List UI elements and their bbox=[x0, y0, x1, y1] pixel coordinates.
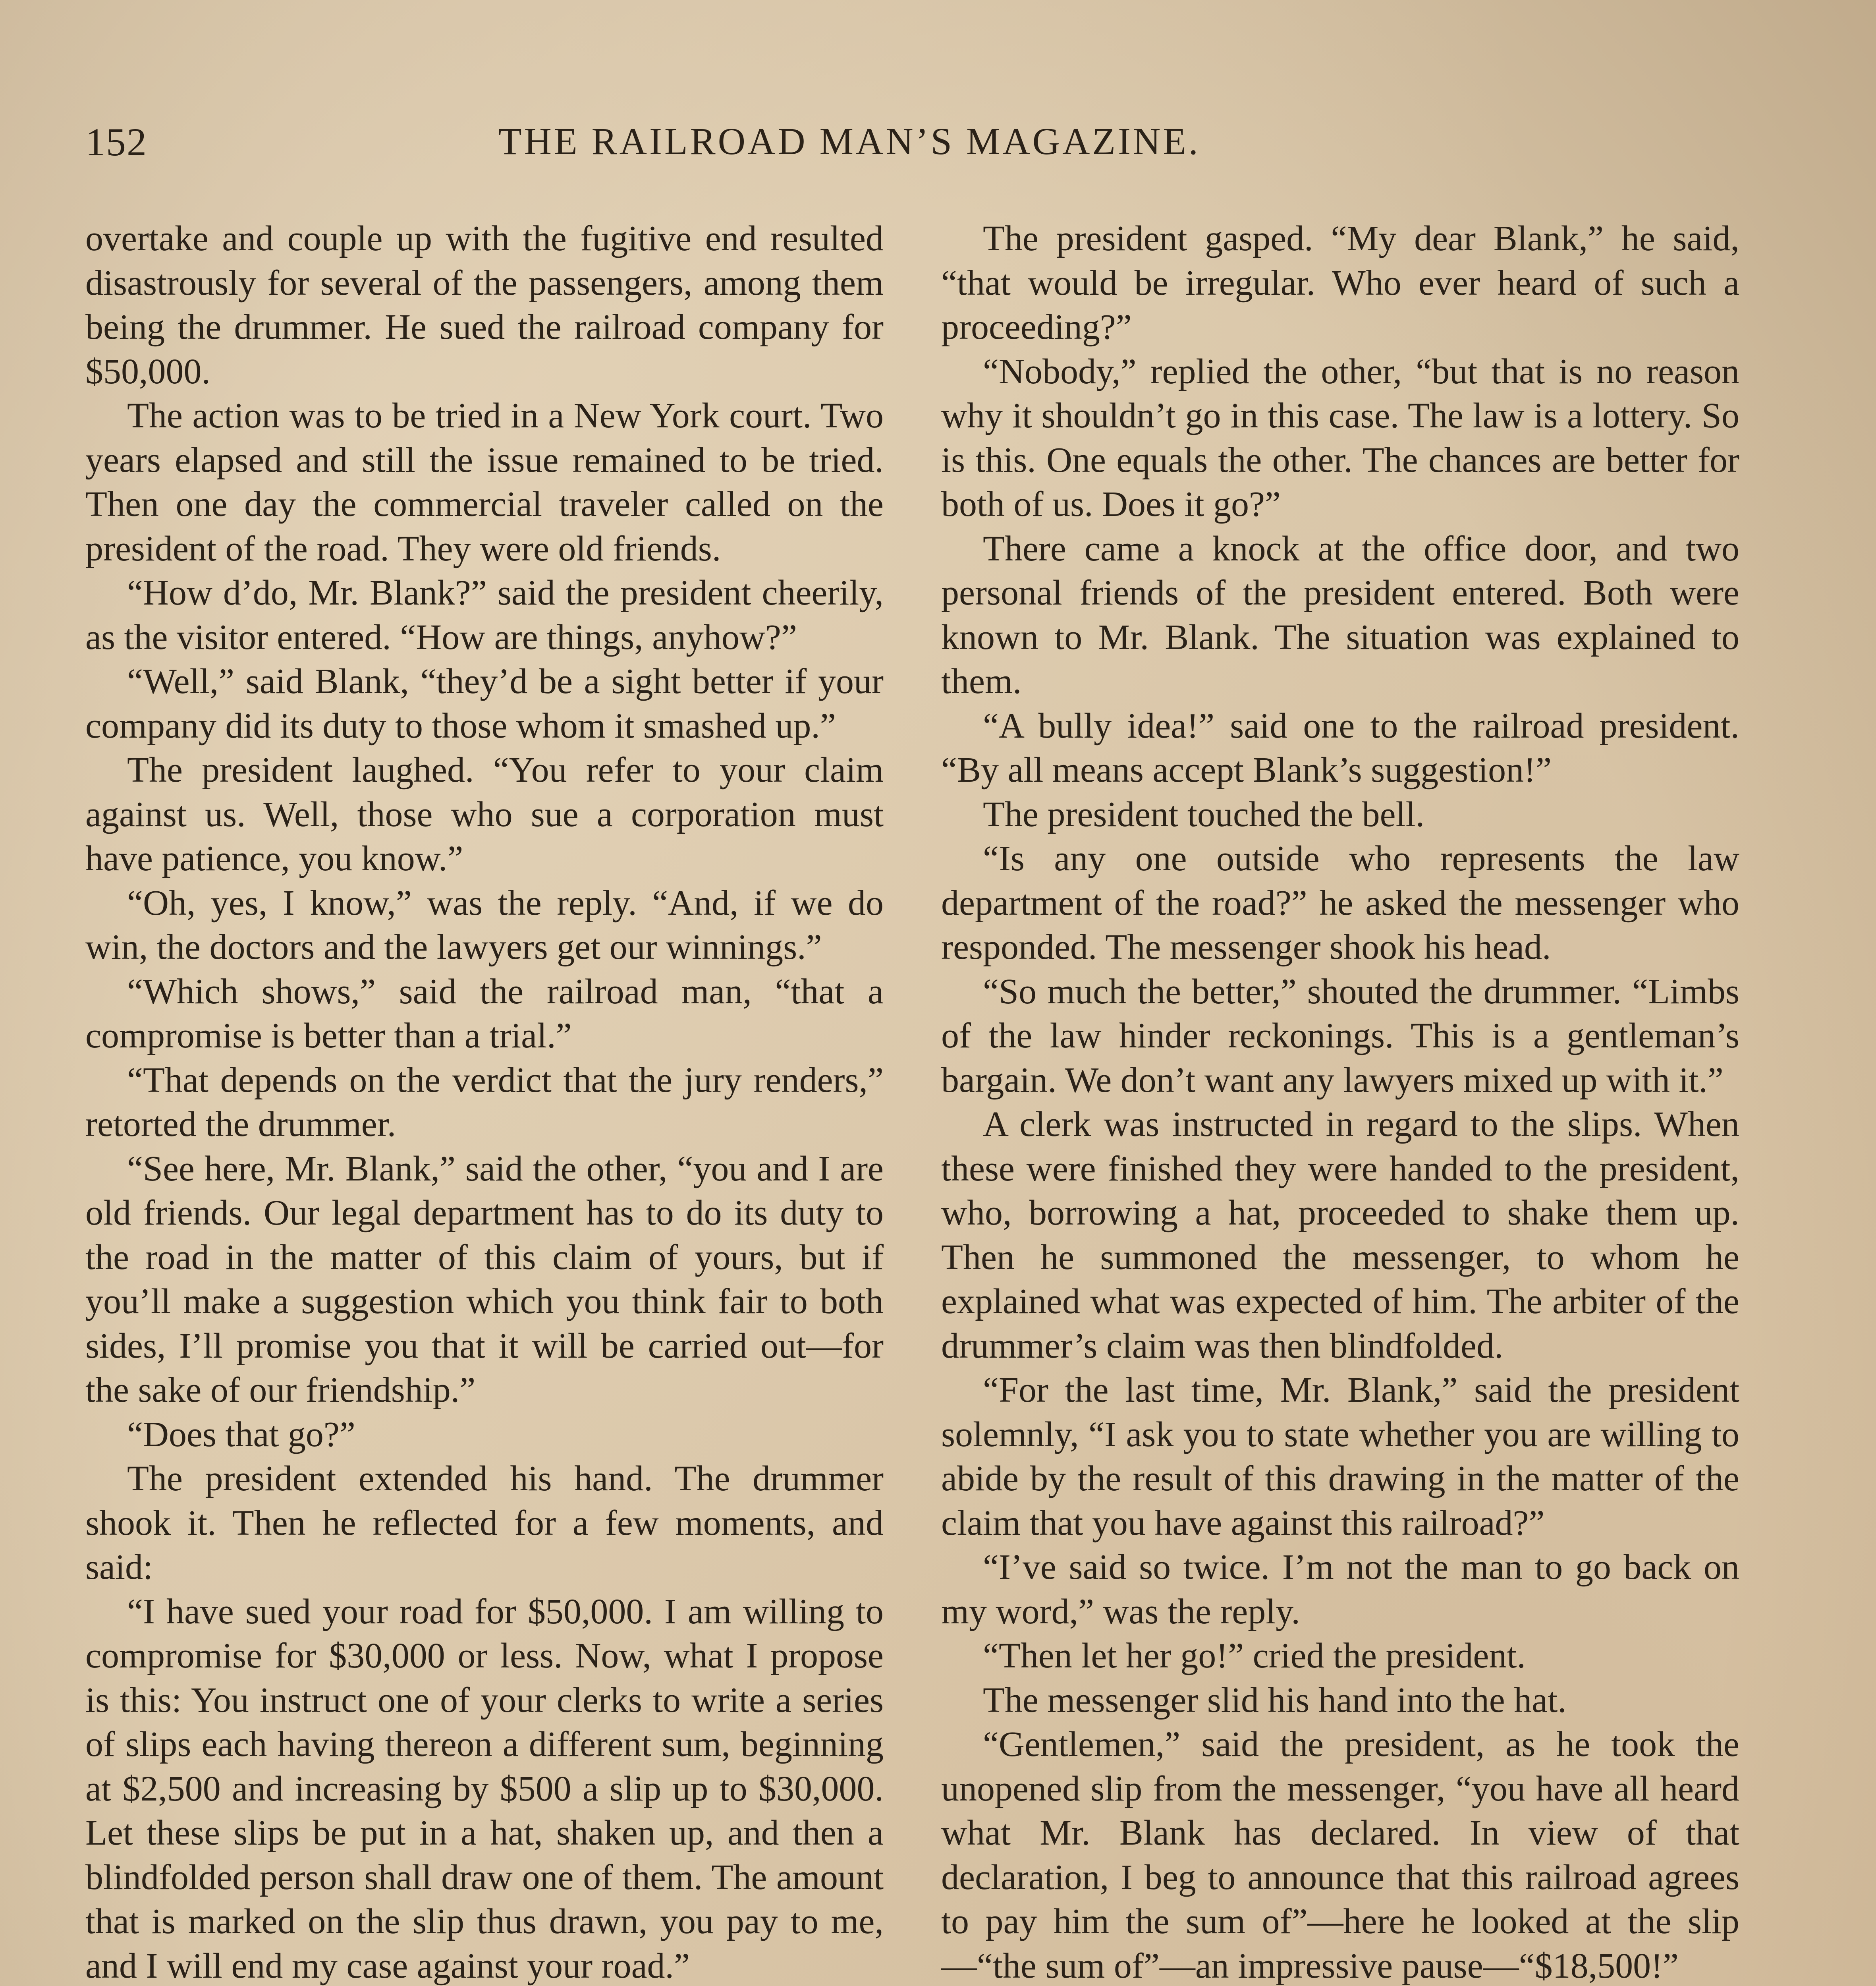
right-text-column bbox=[941, 216, 1739, 1986]
paragraph: A clerk was instructed in regard to the slips. When these were finished they were handed to the president, who, borrowing a hat, proceeded to shake them up. Then he summoned the messenger, to whom he explained what was expected of him. The arbiter of the drummer’s claim was then blindfolded. bbox=[941, 1105, 1739, 1366]
paragraph: The president laughed. “You refer to your claim against us. Well, those who sue a corporation must have patience, you know.” bbox=[85, 750, 884, 878]
page-header bbox=[85, 119, 1737, 175]
paragraph: “Does that go?” bbox=[127, 1414, 355, 1454]
paragraph: “I have sued your road for $50,000. I am willing to compromise for $30,000 or less. Now, what I propose is this: You instruct one of your clerks to write a series of slips each having thereon a different sum, beginning at $2,500 and increasing by $500 a slip up to $30,000. Let these slips be put in a hat, shaken up, and then a blindfolded person shall draw one of them. The amount that is marked on the slip thus drawn, you pay to me, and I will end my case against your road.” bbox=[85, 1592, 884, 1986]
page-number: 152 bbox=[85, 120, 147, 164]
paragraph: “Oh, yes, I know,” was the reply. “And, if we do win, the doctors and the lawyers get our winnings.” bbox=[85, 883, 884, 967]
paragraph: The messenger slid his hand into the hat. bbox=[983, 1680, 1567, 1720]
paragraph: “A bully idea!” said one to the railroad president. “By all means accept Blank’s suggestion!” bbox=[941, 706, 1739, 790]
paragraph: “Then let her go!” cried the president. bbox=[983, 1636, 1526, 1675]
running-title: THE RAILROAD MAN’S MAGAZINE. bbox=[498, 120, 1200, 162]
paragraph: “How d’do, Mr. Blank?” said the president cheerily, as the visitor entered. “How are things, anyhow?” bbox=[85, 573, 884, 657]
paragraph: “Gentlemen,” said the president, as he took the unopened slip from the messenger, “you have all heard what Mr. Blank has declared. In view of that declaration, I beg to announce that this railroad agrees to pay him the sum of”—here he looked at the slip—“the sum of”—an impressive pause—“$18,500!” bbox=[941, 1725, 1739, 1986]
paragraph: There came a knock at the office door, and two personal friends of the president entered. Both were known to Mr. Blank. The situation was explained to them. bbox=[941, 529, 1739, 701]
paragraph: overtake and couple up with the fugitive end resulted disastrously for several of the passengers, among them being the drummer. He sued the railroad company for $50,000. bbox=[85, 219, 884, 391]
paragraph: “So much the better,” shouted the drummer. “Limbs of the law hinder reckonings. This is a gentleman’s bargain. We don’t want any lawyers mixed up with it.” bbox=[941, 972, 1739, 1100]
paragraph: “I’ve said so twice. I’m not the man to go back on my word,” was the reply. bbox=[941, 1547, 1739, 1631]
paragraph: The action was to be tried in a New York court. Two years elapsed and still the issue remained to be tried. Then one day the commercial traveler called on the president of the road. They were old friends. bbox=[85, 396, 884, 568]
paragraph: “Which shows,” said the railroad man, “that a compromise is better than a trial.” bbox=[85, 972, 884, 1055]
paragraph: “That depends on the verdict that the jury renders,” retorted the drummer. bbox=[85, 1060, 884, 1144]
paragraph: “See here, Mr. Blank,” said the other, “you and I are old friends. Our legal department has to do its duty to the road in the matter of this claim of yours, but if you’ll make a suggestion which you think fair to both sides, I’ll promise you that it will be carried out—for the sake of our friendship.” bbox=[85, 1149, 884, 1410]
paragraph: The president touched the bell. bbox=[983, 794, 1425, 834]
paragraph: “For the last time, Mr. Blank,” said the president solemnly, “I ask you to state whether you are willing to abide by the result of this drawing in the matter of the claim that you have against this railroad?” bbox=[941, 1370, 1739, 1543]
paragraph: “Well,” said Blank, “they’d be a sight better if your company did its duty to those whom it smashed up.” bbox=[85, 662, 884, 746]
left-text-column bbox=[85, 216, 884, 1986]
paragraph: “Is any one outside who represents the law department of the road?” he asked the messenger who responded. The messenger shook his head. bbox=[941, 839, 1739, 967]
paragraph: “Nobody,” replied the other, “but that is no reason why it shouldn’t go in this case. The law is a lottery. So is this. One equals the other. The chances are better for both of us. Does it go?” bbox=[941, 352, 1739, 524]
paragraph: The president extended his hand. The drummer shook it. Then he reflected for a few moments, and said: bbox=[85, 1459, 884, 1587]
paragraph: The president gasped. “My dear Blank,” he said, “that would be irregular. Who ever heard of such a proceeding?” bbox=[941, 219, 1739, 347]
